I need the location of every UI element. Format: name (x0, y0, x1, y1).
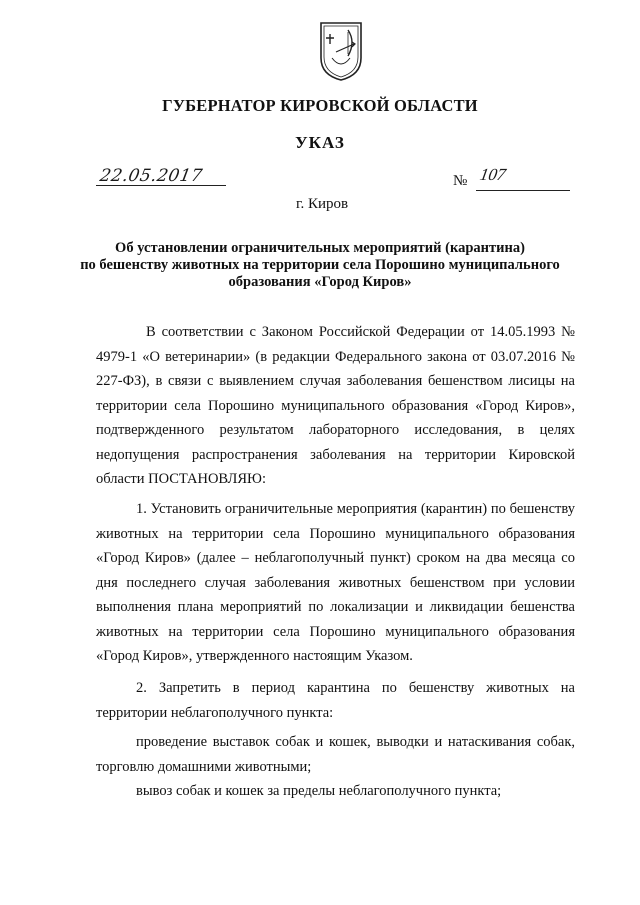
number-underline (476, 190, 570, 191)
city: г. Киров (296, 196, 349, 212)
handwritten-number: 107 (478, 165, 508, 184)
paragraph-item-2: 2. Запретить в период карантина по бешенству животных на территории неблагополучного пункта: (96, 680, 575, 721)
date-underline (96, 185, 226, 186)
subject-line: по бешенству животных на территории села Порошино муниципального (80, 257, 560, 273)
paragraph-preamble: В соответствии с Законом Российской Федерации от 14.05.1993 № 4979-1 «О ветеринарии» (в редакции Федерального закона от 03.07.2016 № 227-ФЗ), в связи с выявлением случая заболевания бешенством лисицы на территории села Порошино муниципального образования «Город Киров», подтвержденного результатом лабораторного исследования, в целях недопущения распространения заболевания на территории Кировской области ПОСТАНОВЛЯЮ: (96, 324, 575, 487)
paragraph-ban-export: вывоз собак и кошек за пределы неблагополучного пункта; (136, 783, 502, 799)
governor-title: ГУБЕРНАТОР КИРОВСКОЙ ОБЛАСТИ (162, 96, 478, 115)
subject-line: Об установлении ограничительных мероприятий (карантина) (115, 240, 525, 256)
number-label: № (453, 173, 468, 189)
subject-line: образования «Город Киров» (228, 274, 412, 290)
coat-of-arms-icon (318, 20, 364, 82)
document-subject (80, 240, 560, 291)
paragraph-ban-exhibitions: проведение выставок собак и кошек, выводки и натаскивания собак, торговлю домашними животными; (96, 734, 575, 775)
document-type: УКАЗ (295, 133, 345, 152)
paragraph-item-1: 1. Установить ограничительные мероприятия (карантин) по бешенству животных на территории села Порошино муниципального образования «Город Киров» (далее – неблагополучный пункт) сроком на два месяца со дня последнего случая заболевания животных бешенством при условии выполнения плана мероприятий по локализации и ликвидации бешенства животных на территории села Порошино муниципального образования «Город Киров», утвержденного настоящим Указом. (96, 501, 575, 664)
handwritten-date: 22.05.2017 (98, 166, 205, 186)
